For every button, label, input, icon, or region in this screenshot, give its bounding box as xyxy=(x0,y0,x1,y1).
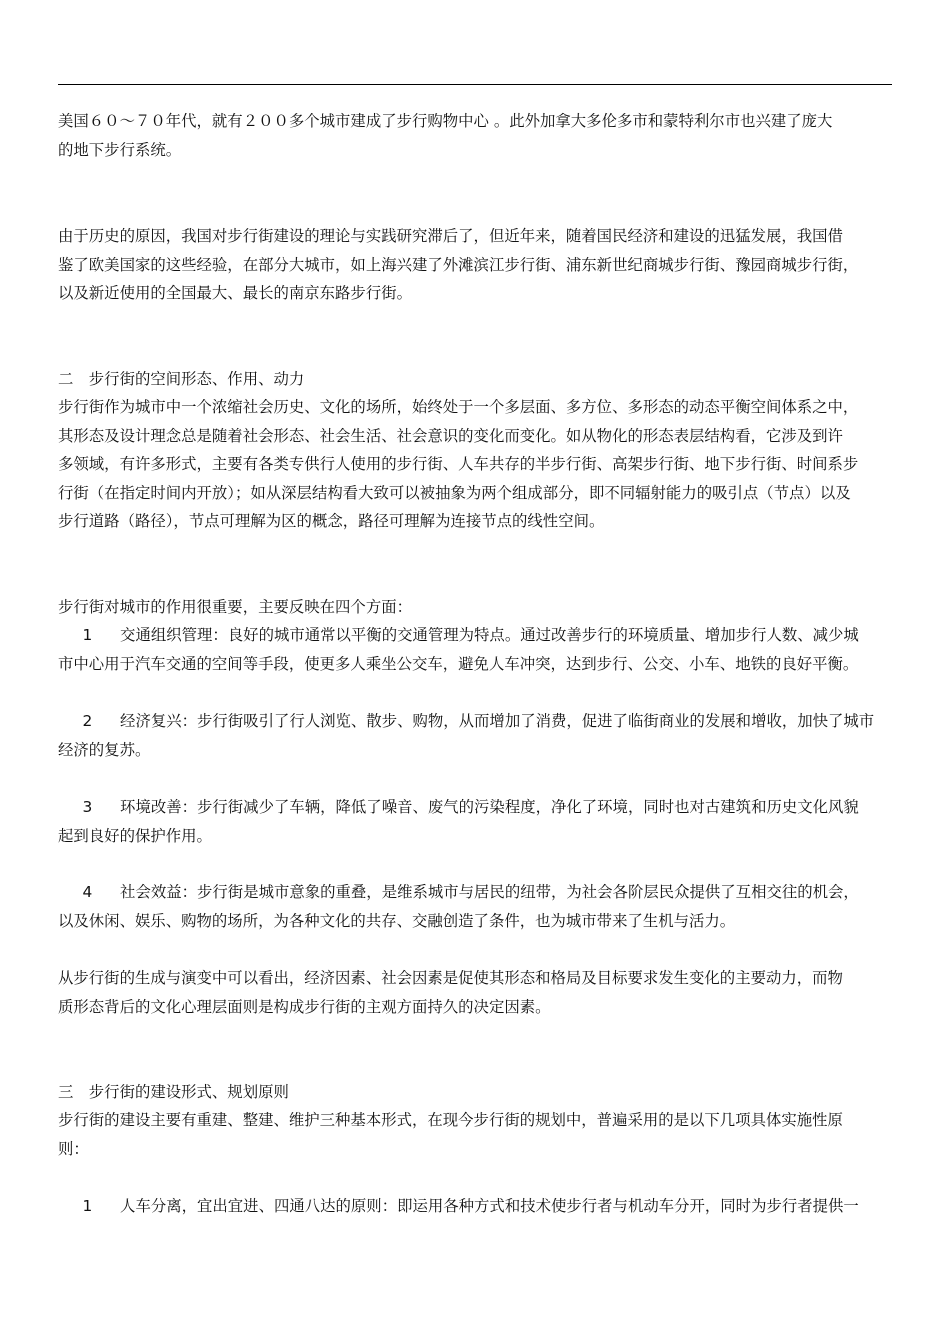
text-line xyxy=(58,1192,894,1221)
text-line: 以及休闲、娱乐、购物的场所，为各种文化的共存、交融创造了条件，也为城市带来了生机与活力。 xyxy=(58,911,736,930)
text-line: 步行街作为城市中一个浓缩社会历史、文化的场所，始终处于一个多层面、多方位、多形态的动态平衡空间体系之中， xyxy=(58,398,859,416)
paragraph-intro xyxy=(58,107,894,164)
text-line: 起到良好的保护作用。 xyxy=(58,826,212,845)
section-2-heading: 二 步行街的空间形态、作用、动力 xyxy=(58,370,305,388)
item-text: 社会效益：步行街是城市意象的重叠，是维系城市与居民的纽带，为社会各阶层民众提供了互相交往的机会， xyxy=(120,883,859,901)
text-line: 鉴了欧美国家的这些经验，在部分大城市，如上海兴建了外滩滨江步行街、浦东新世纪商城步行街、豫园商城步行街， xyxy=(58,255,859,274)
paragraph-construction-forms xyxy=(58,1106,894,1163)
text-line: 质形态背后的文化心理层面则是构成步行街的主观方面持久的决定因素。 xyxy=(58,997,551,1016)
text-line: 步行道路（路径），节点可理解为区的概念，路径可理解为连接节点的线性空间。 xyxy=(58,512,605,530)
header-rule xyxy=(58,84,892,85)
text-line: 美国６０～７０年代，就有２００多个城市建成了步行购物中心 。此外加拿大多伦多市和蒙特利尔市也兴建了庞大 xyxy=(58,112,833,130)
text-line: 步行街的建设主要有重建、整建、维护三种基本形式，在现今步行街的规划中，普遍采用的是以下几项具体实施性原 xyxy=(58,1111,843,1129)
list-item-traffic xyxy=(58,621,894,678)
text-line: 则： xyxy=(58,1139,89,1158)
text-line: 的地下步行系统。 xyxy=(58,140,182,159)
list-item-economy xyxy=(58,707,894,764)
paragraph-china-history xyxy=(58,222,894,308)
item-number: 2 xyxy=(82,712,93,730)
list-item-environment xyxy=(58,793,894,850)
list-item-social xyxy=(58,878,894,935)
text-line xyxy=(58,878,894,907)
item-text: 交通组织管理：良好的城市通常以平衡的交通管理为特点。通过改善步行的环境质量、增加步行人数、减少城 xyxy=(120,626,859,644)
text-line: 经济的复苏。 xyxy=(58,740,151,759)
paragraph-roles-intro: 步行街对城市的作用很重要，主要反映在四个方面： xyxy=(58,598,412,616)
item-text: 人车分离，宜出宜进、四通八达的原则：即运用各种方式和技术使步行者与机动车分开，同时为步行者提供一 xyxy=(120,1197,859,1215)
item-number: 4 xyxy=(82,883,93,901)
item-text: 经济复兴：步行街吸引了行人浏览、散步、购物，从而增加了消费，促进了临街商业的发展和增收，加快了城市 xyxy=(120,712,875,730)
text-line: 以及新近使用的全国最大、最长的南京东路步行街。 xyxy=(58,284,412,302)
text-line: 其形态及设计理念总是随着社会形态、社会生活、社会意识的变化而变化。如从物化的形态表层结构看，它涉及到许 xyxy=(58,426,843,445)
item-number: 3 xyxy=(82,798,93,816)
section-3-heading: 三 步行街的建设形式、规划原则 xyxy=(58,1083,289,1101)
text-line: 由于历史的原因，我国对步行街建设的理论与实践研究滞后了，但近年来，随着国民经济和建设的迅猛发展，我国借 xyxy=(58,227,843,245)
item-text: 环境改善：步行街减少了车辆，降低了噪音、废气的污染程度，净化了环境，同时也对古建筑和历史文化风貌 xyxy=(120,798,859,816)
list-item-separation xyxy=(58,1192,894,1221)
paragraph-driving-forces xyxy=(58,964,894,1021)
text-line xyxy=(58,707,894,736)
text-line: 市中心用于汽车交通的空间等手段，使更多人乘坐公交车，避免人车冲突，达到步行、公交、小车、地铁的良好平衡。 xyxy=(58,654,859,673)
item-number: 1 xyxy=(82,626,93,644)
text-line xyxy=(58,621,894,650)
text-line xyxy=(58,793,894,822)
text-line: 行街（在指定时间内开放）；如从深层结构看大致可以被抽象为两个组成部分，即不同辐射能力的吸引点（节点）以及 xyxy=(58,483,851,502)
paragraph-spatial-form xyxy=(58,393,894,536)
item-number: 1 xyxy=(82,1197,93,1215)
text-line: 多领域，有许多形式，主要有各类专供行人使用的步行街、人车共存的半步行街、高架步行街、地下步行街、时间系步 xyxy=(58,455,859,473)
text-line: 从步行街的生成与演变中可以看出，经济因素、社会因素是促使其形态和格局及目标要求发生变化的主要动力，而物 xyxy=(58,969,843,987)
